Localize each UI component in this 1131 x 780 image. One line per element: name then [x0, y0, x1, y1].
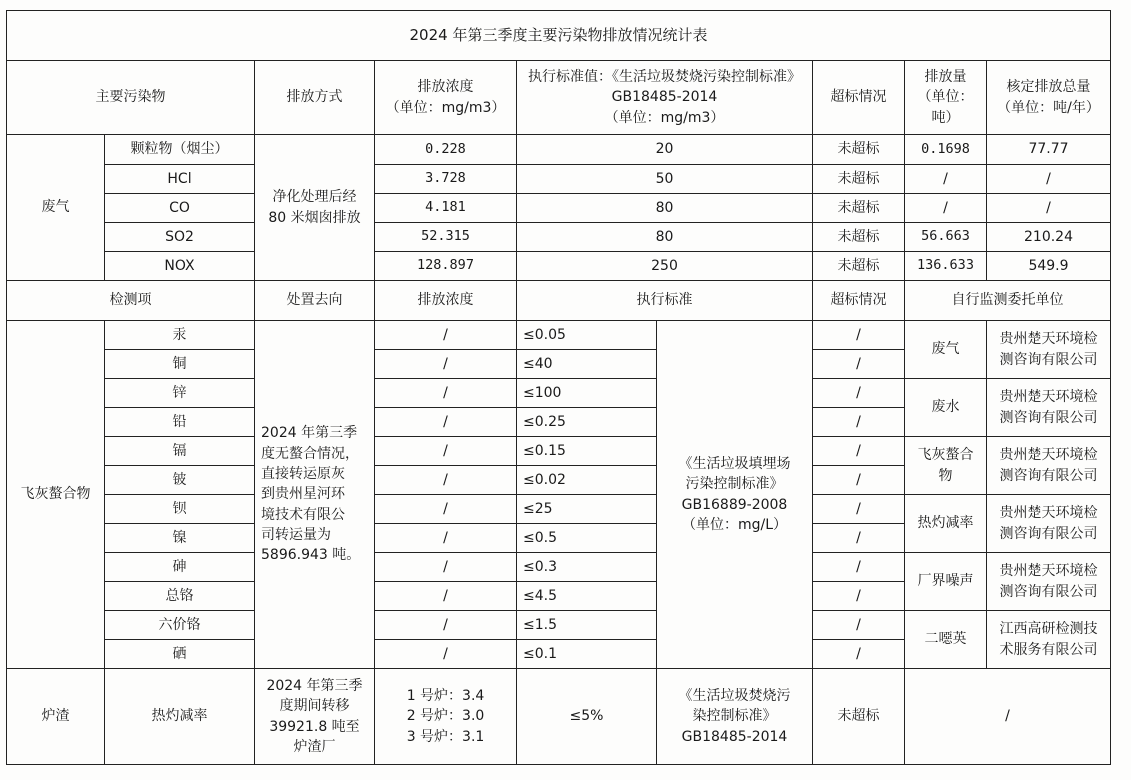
- standard-value: 250: [517, 252, 813, 281]
- limit-value: ≤0.5: [517, 524, 657, 553]
- test-item-name: 铅: [105, 408, 255, 437]
- table-row: [7, 135, 1111, 165]
- limit-value: ≤0.05: [517, 321, 657, 350]
- header-disposal: 处置去向: [255, 281, 375, 321]
- standard-value: 80: [517, 194, 813, 223]
- header-monitor: 自行监测委托单位: [905, 281, 1111, 321]
- table-row: [7, 553, 1111, 582]
- concentration-value: /: [375, 611, 517, 640]
- monitor-org: 贵州楚天环境检 测咨询有限公司: [987, 379, 1111, 437]
- table-row: [7, 437, 1111, 466]
- concentration-value: /: [375, 495, 517, 524]
- slag-disposal: 2024 年第三季 度期间转移 39921.8 吨至 炉渣厂: [255, 669, 375, 765]
- concentration-value: 3.728: [375, 165, 517, 194]
- exceed-status: 未超标: [813, 252, 905, 281]
- waste-gas-label: 废气: [7, 135, 105, 281]
- limit-value: ≤0.1: [517, 640, 657, 669]
- concentration-value: 52.315: [375, 223, 517, 252]
- header-approved: 核定排放总量 （单位：吨/年）: [987, 61, 1111, 135]
- slag-item: 热灼减率: [105, 669, 255, 765]
- monitor-item: 废水: [905, 379, 987, 437]
- standard-value: 20: [517, 135, 813, 165]
- limit-value: ≤0.15: [517, 437, 657, 466]
- test-item-name: 汞: [105, 321, 255, 350]
- monitor-org: 贵州楚天环境检 测咨询有限公司: [987, 495, 1111, 553]
- exceed-status: 未超标: [813, 135, 905, 165]
- monitor-org: 江西高研检测技 术服务有限公司: [987, 611, 1111, 669]
- concentration-value: /: [375, 321, 517, 350]
- waste-gas-method: 净化处理后经 80 米烟囱排放: [255, 135, 375, 281]
- table-row: [7, 611, 1111, 640]
- slag-monitor: /: [905, 669, 1111, 765]
- exceed-status: 未超标: [813, 165, 905, 194]
- monitor-org: 贵州楚天环境检 测咨询有限公司: [987, 553, 1111, 611]
- slag-label: 炉渣: [7, 669, 105, 765]
- monitor-org: 贵州楚天环境检 测咨询有限公司: [987, 321, 1111, 379]
- pollutant-name: HCl: [105, 165, 255, 194]
- pollutant-name: 颗粒物（烟尘）: [105, 135, 255, 165]
- monitor-item: 二噁英: [905, 611, 987, 669]
- header-concentration: 排放浓度 （单位：mg/m3）: [375, 61, 517, 135]
- limit-value: ≤4.5: [517, 582, 657, 611]
- concentration-value: /: [375, 582, 517, 611]
- concentration-value: /: [375, 408, 517, 437]
- amount-value: /: [905, 194, 987, 223]
- slag-exceed: 未超标: [813, 669, 905, 765]
- concentration-value: /: [375, 350, 517, 379]
- header-item: 检测项: [7, 281, 255, 321]
- concentration-value: 4.181: [375, 194, 517, 223]
- exceed-status: /: [813, 553, 905, 582]
- concentration-value: /: [375, 437, 517, 466]
- test-item-name: 镉: [105, 437, 255, 466]
- test-item-name: 总铬: [105, 582, 255, 611]
- header-standard-2: 执行标准: [517, 281, 813, 321]
- limit-value: ≤40: [517, 350, 657, 379]
- concentration-value: /: [375, 640, 517, 669]
- standard-value: 80: [517, 223, 813, 252]
- test-item-name: 硒: [105, 640, 255, 669]
- limit-value: ≤0.25: [517, 408, 657, 437]
- monitor-item: 飞灰螯合 物: [905, 437, 987, 495]
- test-item-name: 钡: [105, 495, 255, 524]
- table-title: 2024 年第三季度主要污染物排放情况统计表: [7, 11, 1111, 61]
- exceed-status: /: [813, 495, 905, 524]
- slag-concentration: 1 号炉：3.4 2 号炉：3.0 3 号炉：3.1: [375, 669, 517, 765]
- table-row: [7, 321, 1111, 350]
- pollutant-name: SO2: [105, 223, 255, 252]
- table-row: [7, 495, 1111, 524]
- slag-standard: 《生活垃圾焚烧污 染控制标准》 GB18485-2014: [657, 669, 813, 765]
- concentration-value: /: [375, 379, 517, 408]
- exceed-status: /: [813, 379, 905, 408]
- header-row-emissions: [7, 61, 1111, 135]
- header-standard: 执行标准值：《生活垃圾焚烧污染控制标准》GB18485-2014 （单位：mg/m3）: [517, 61, 813, 135]
- limit-value: ≤1.5: [517, 611, 657, 640]
- exceed-status: /: [813, 582, 905, 611]
- header-exceed-2: 超标情况: [813, 281, 905, 321]
- limit-value: ≤0.3: [517, 553, 657, 582]
- test-item-name: 锌: [105, 379, 255, 408]
- concentration-value: 0.228: [375, 135, 517, 165]
- slag-limit: ≤5%: [517, 669, 657, 765]
- limit-value: ≤0.02: [517, 466, 657, 495]
- approved-value: 77.77: [987, 135, 1111, 165]
- header-method: 排放方式: [255, 61, 375, 135]
- fly-ash-standard: 《生活垃圾填埋场 污染控制标准》 GB16889-2008 （单位：mg/L）: [657, 321, 813, 669]
- table-row: [7, 165, 1111, 194]
- table-row: [7, 379, 1111, 408]
- standard-value: 50: [517, 165, 813, 194]
- monitor-item: 热灼减率: [905, 495, 987, 553]
- header-exceed: 超标情况: [813, 61, 905, 135]
- amount-value: 136.633: [905, 252, 987, 281]
- amount-value: 56.663: [905, 223, 987, 252]
- header-pollutant: 主要污染物: [7, 61, 255, 135]
- test-item-name: 镍: [105, 524, 255, 553]
- exceed-status: /: [813, 437, 905, 466]
- table-row: [7, 252, 1111, 281]
- exceed-status: /: [813, 524, 905, 553]
- monitor-org: 贵州楚天环境检 测咨询有限公司: [987, 437, 1111, 495]
- concentration-value: /: [375, 553, 517, 582]
- header-amount: 排放量 （单位： 吨）: [905, 61, 987, 135]
- test-item-name: 铜: [105, 350, 255, 379]
- approved-value: /: [987, 194, 1111, 223]
- amount-value: 0.1698: [905, 135, 987, 165]
- concentration-value: 128.897: [375, 252, 517, 281]
- exceed-status: /: [813, 611, 905, 640]
- header-row-fly-ash: [7, 281, 1111, 321]
- exceed-status: /: [813, 408, 905, 437]
- exceed-status: 未超标: [813, 223, 905, 252]
- emissions-table: [6, 10, 1111, 765]
- monitor-item: 废气: [905, 321, 987, 379]
- limit-value: ≤100: [517, 379, 657, 408]
- fly-ash-label: 飞灰螯合物: [7, 321, 105, 669]
- limit-value: ≤25: [517, 495, 657, 524]
- pollutant-name: NOX: [105, 252, 255, 281]
- approved-value: /: [987, 165, 1111, 194]
- exceed-status: /: [813, 466, 905, 495]
- exceed-status: /: [813, 321, 905, 350]
- test-item-name: 砷: [105, 553, 255, 582]
- exceed-status: 未超标: [813, 194, 905, 223]
- exceed-status: /: [813, 350, 905, 379]
- concentration-value: /: [375, 466, 517, 495]
- table-row: [7, 194, 1111, 223]
- exceed-status: /: [813, 640, 905, 669]
- table-row: [7, 223, 1111, 252]
- table-row-slag: [7, 669, 1111, 765]
- approved-value: 549.9: [987, 252, 1111, 281]
- approved-value: 210.24: [987, 223, 1111, 252]
- amount-value: /: [905, 165, 987, 194]
- header-concentration-2: 排放浓度: [375, 281, 517, 321]
- concentration-value: /: [375, 524, 517, 553]
- test-item-name: 六价铬: [105, 611, 255, 640]
- test-item-name: 铍: [105, 466, 255, 495]
- fly-ash-disposal: 2024 年第三季 度无螯合情况， 直接转运原灰 到贵州星河环 境技术有限公 司转运量为 5896.943 吨。: [255, 321, 375, 669]
- pollutant-name: CO: [105, 194, 255, 223]
- monitor-item: 厂界噪声: [905, 553, 987, 611]
